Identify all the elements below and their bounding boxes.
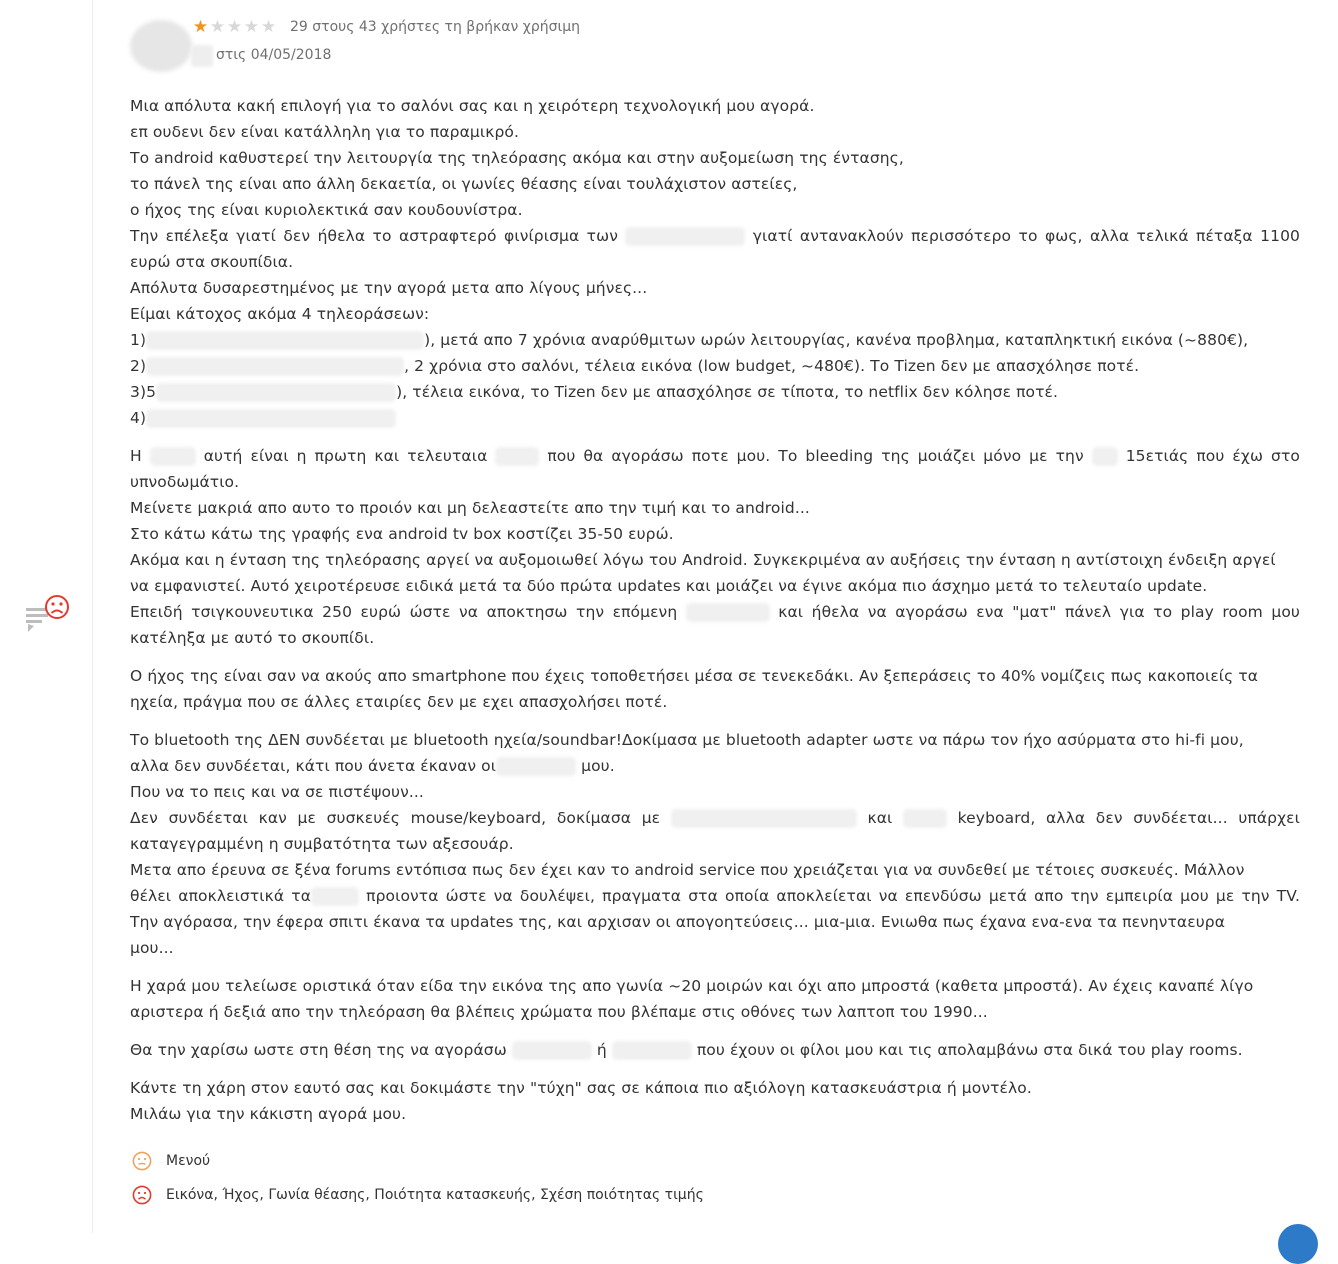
text-line: Η χαρά μου τελείωσε οριστικά όταν είδα την εικόνα της απο γωνία ~20 μοιρών και όχι απο μπροστά (καθετα μπροστά). Αν έχεις καναπέ λίγο bbox=[130, 977, 1254, 995]
text-line bbox=[130, 327, 1300, 353]
negative-aspects-text: Εικόνα, Ήχος, Γωνία θέασης, Ποιότητα κατασκευής, Σχέση ποιότητας τιμής bbox=[166, 1187, 704, 1203]
star-icon: ★ bbox=[226, 17, 243, 37]
text-fragment: ), τέλεια εικόνα, το Tizen δεν με απασχόλησε σε τίποτα, το netflix δεν κόλησε ποτέ. bbox=[396, 383, 1059, 401]
text-line bbox=[130, 223, 1300, 249]
text-line: ηχεία, πράγμα που σε άλλες εταιρίες δεν με εχει απασχολήσει ποτέ. bbox=[130, 693, 668, 711]
text-line: Το android καθυστερεί την λειτουργία της τηλεόρασης ακόμα και στην αυξομείωση της έντασης, bbox=[130, 149, 904, 167]
text-line bbox=[130, 753, 1300, 779]
negative-aspects bbox=[132, 1185, 704, 1205]
text-line bbox=[130, 883, 1300, 909]
text-fragment: που θα αγοράσω ποτε μου. Το bleeding της μοιάζει μόνο με την bbox=[547, 447, 1084, 465]
text-line: Στο κάτω κάτω της γραφής ενα android tv box κοστίζει 35-50 ευρώ. bbox=[130, 525, 674, 543]
text-line: Μείνετε μακριά απο αυτο το προιόν και μη δελεαστείτε απο την τιμή και το android... bbox=[130, 499, 810, 517]
text-line: Ο ήχος της είναι σαν να ακούς απο smartphone που έχεις τοποθετήσει μέσα σε τενεκεδάκι. Αν ξεπεράσεις το 40% νομίζεις πως κακοποιείς τα bbox=[130, 667, 1259, 685]
paragraph bbox=[130, 973, 1300, 1025]
sad-face-icon bbox=[132, 1185, 152, 1205]
text-line: ευρώ στα σκουπίδια. bbox=[130, 253, 294, 271]
text-line: Ακόμα και η ένταση της τηλεόρασης αργεί να αυξομοιωθεί λόγω του Android. Συγκεκριμένα αν αυξήσεις την ένταση η αντίστοιχη ένδειξη αργεί bbox=[130, 551, 1276, 569]
star-icon: ★ bbox=[209, 17, 226, 37]
paragraph bbox=[130, 663, 1300, 715]
text-fragment: Δεν συνδέεται καν με συσκευές mouse/keyboard, δοκίμασα με bbox=[130, 809, 661, 827]
text-line: Μιλάω για την κάκιστη αγορά μου. bbox=[130, 1105, 407, 1123]
text-fragment: που έχουν οι φίλοι μου και τις απολαμβάνω στα δικά του play rooms. bbox=[696, 1041, 1243, 1059]
paragraph bbox=[130, 443, 1300, 651]
text-fragment: γιατί αντανακλούν περισσότερο το φως, αλλα τελικά πέταξα 1100 bbox=[752, 227, 1300, 245]
redacted-text bbox=[625, 227, 745, 246]
text-line: κατέληξα με αυτό το σκουπίδι. bbox=[130, 629, 375, 647]
text-line: καταγεγραμμένη η συμβατότητα των αξεσουάρ. bbox=[130, 835, 514, 853]
neutral-aspects bbox=[132, 1151, 210, 1171]
text-fragment: keyboard, αλλα δεν συνδέεται... υπάρχει bbox=[957, 809, 1300, 827]
text-fragment: αλλα δεν συνδέεται, κάτι που άνετα έκαναν οι bbox=[130, 757, 497, 775]
paragraph bbox=[130, 1037, 1300, 1063]
text-line bbox=[130, 379, 1300, 405]
text-fragment: Επειδή τσιγκουνευτικα 250 ευρώ ώστε να αποκτησω την επόμενη bbox=[130, 603, 678, 621]
text-line: επ ουδενι δεν είναι κατάλληλη για το παραμικρό. bbox=[130, 123, 519, 141]
paragraph bbox=[130, 93, 1300, 431]
text-fragment: 2) bbox=[130, 357, 147, 375]
redacted-text bbox=[150, 447, 196, 466]
text-fragment: και bbox=[867, 809, 893, 827]
redacted-username bbox=[191, 45, 213, 67]
text-line bbox=[130, 405, 1300, 431]
paragraph bbox=[130, 1075, 1300, 1127]
review-card bbox=[92, 0, 1338, 1233]
redacted-text bbox=[146, 409, 396, 428]
text-fragment: ), μετά απο 7 χρόνια αναρύθμιτων ωρών λειτουργίας, κανένα προβλημα, καταπληκτική εικόνα (~880€), bbox=[424, 331, 1249, 349]
text-line: Το bluetooth της ΔΕΝ συνδέεται με bluetooth ηχεία/soundbar!Δοκίμασα με bluetooth adapter ωστε να πάρω τον ήχο ασύρματα στο hi-fi μου, bbox=[130, 731, 1244, 749]
text-fragment: 3)5 bbox=[130, 383, 157, 401]
text-line: Την αγόρασα, την έφερα σπιτι έκανα τα updates της, και αρχισαν οι απογοητεύσεις... μια-μια. Ενιωθα πως έχανα ενα-ενα τα πενηνταευρα bbox=[130, 913, 1226, 931]
text-line bbox=[130, 443, 1300, 469]
redacted-text bbox=[146, 357, 404, 376]
text-line: Που να το πεις και να σε πιστέψουν... bbox=[130, 783, 424, 801]
text-line: Είμαι κάτοχος ακόμα 4 τηλεοράσεων: bbox=[130, 305, 430, 323]
redacted-text bbox=[496, 757, 576, 776]
star-icon: ★ bbox=[192, 17, 209, 37]
review-date: στις 04/05/2018 bbox=[216, 47, 332, 63]
redacted-text bbox=[311, 887, 359, 906]
text-line: μου... bbox=[130, 939, 174, 957]
redacted-text bbox=[612, 1041, 692, 1060]
scroll-top-button[interactable] bbox=[1278, 1224, 1318, 1264]
text-line: ο ήχος της είναι κυριολεκτικά σαν κουδουνίστρα. bbox=[130, 201, 523, 219]
redacted-text bbox=[156, 383, 396, 402]
text-fragment: Την επέλεξα γιατί δεν ήθελα το αστραφτερό φινίρισμα των bbox=[130, 227, 618, 245]
text-line: το πάνελ της είναι απο άλλη δεκαετία, οι γωνίες θέασης είναι τουλάχιστον αστείες, bbox=[130, 175, 798, 193]
text-line bbox=[130, 353, 1300, 379]
review-body bbox=[130, 93, 1300, 1139]
rating-stars bbox=[192, 18, 277, 36]
text-line: Κάντε τη χάρη στον εαυτό σας και δοκιμάστε την "τύχη" σας σε κάποια πιο αξιόλογη κατασκευάστρια ή μοντέλο. bbox=[130, 1079, 1032, 1097]
redacted-text bbox=[146, 331, 424, 350]
text-fragment: προιοντα ώστε να δουλέψει, πραγματα στα οποία αποκλείεται να επενδύσω μετά απο την εμπειρία μου με την TV. bbox=[366, 887, 1300, 905]
text-fragment: μου. bbox=[581, 757, 615, 775]
text-fragment: Η bbox=[130, 447, 142, 465]
text-line bbox=[130, 599, 1300, 625]
redacted-text bbox=[671, 809, 857, 828]
redacted-text bbox=[903, 809, 947, 828]
text-fragment: ή bbox=[596, 1041, 607, 1059]
text-fragment: 15ετιάς που έχω στο bbox=[1125, 447, 1300, 465]
text-fragment: 4) bbox=[130, 409, 147, 427]
neutral-aspects-text: Μενού bbox=[166, 1153, 211, 1169]
redacted-text bbox=[495, 447, 539, 466]
text-line: Μετα απο έρευνα σε ξένα forums εντόπισα πως δεν έχει καν το android service που χρειάζεται για να συνδεθεί με τέτοιες συσκευές. Μάλλον bbox=[130, 861, 1245, 879]
paragraph bbox=[130, 727, 1300, 961]
left-column bbox=[0, 0, 93, 1233]
text-fragment: Θα την χαρίσω ωστε στη θέση της να αγοράσω bbox=[130, 1041, 507, 1059]
text-line bbox=[130, 805, 1300, 831]
text-line bbox=[130, 1037, 1300, 1063]
text-fragment: θέλει αποκλειστικά τα bbox=[130, 887, 312, 905]
redacted-text bbox=[686, 603, 770, 622]
text-line: Μια απόλυτα κακή επιλογή για το σαλόνι σας και η χειρότερη τεχνολογική μου αγορά. bbox=[130, 97, 815, 115]
star-icon: ★ bbox=[260, 17, 277, 37]
text-fragment: , 2 χρόνια στο σαλόνι, τέλεια εικόνα (low budget, ~480€). Το Tizen δεν με απασχόλησε ποτέ. bbox=[404, 357, 1140, 375]
sad-review-icon bbox=[24, 594, 74, 638]
text-fragment: 1) bbox=[130, 331, 147, 349]
star-icon: ★ bbox=[243, 17, 260, 37]
text-fragment: και ήθελα να αγοράσω ενα "ματ" πάνελ για το play room μου bbox=[778, 603, 1300, 621]
helpful-count: 29 στους 43 χρήστες τη βρήκαν χρήσιμη bbox=[290, 19, 580, 35]
text-line: να εμφανιστεί. Αυτό χειροτέρευσε ειδικά μετά τα δύο πρώτα updates και μοιάζει να έγινε ακόμα πιο άσχημο μετά το τελευταίο update. bbox=[130, 577, 1208, 595]
redacted-text bbox=[512, 1041, 592, 1060]
reviewer-avatar bbox=[130, 20, 192, 72]
text-fragment: αυτή είναι η πρωτη και τελευταια bbox=[203, 447, 488, 465]
text-line: αριστερα ή δεξιά απο την τηλεόραση θα βλέπεις χρώματα που βλέπαμε στις οθόνες των λαπτοπ του 1990... bbox=[130, 1003, 988, 1021]
text-line: υπνοδωμάτιο. bbox=[130, 473, 240, 491]
neutral-face-icon bbox=[132, 1151, 152, 1171]
redacted-text bbox=[1092, 447, 1118, 466]
text-line: Απόλυτα δυσαρεστημένος με την αγορά μετα απο λίγους μήνες... bbox=[130, 279, 648, 297]
